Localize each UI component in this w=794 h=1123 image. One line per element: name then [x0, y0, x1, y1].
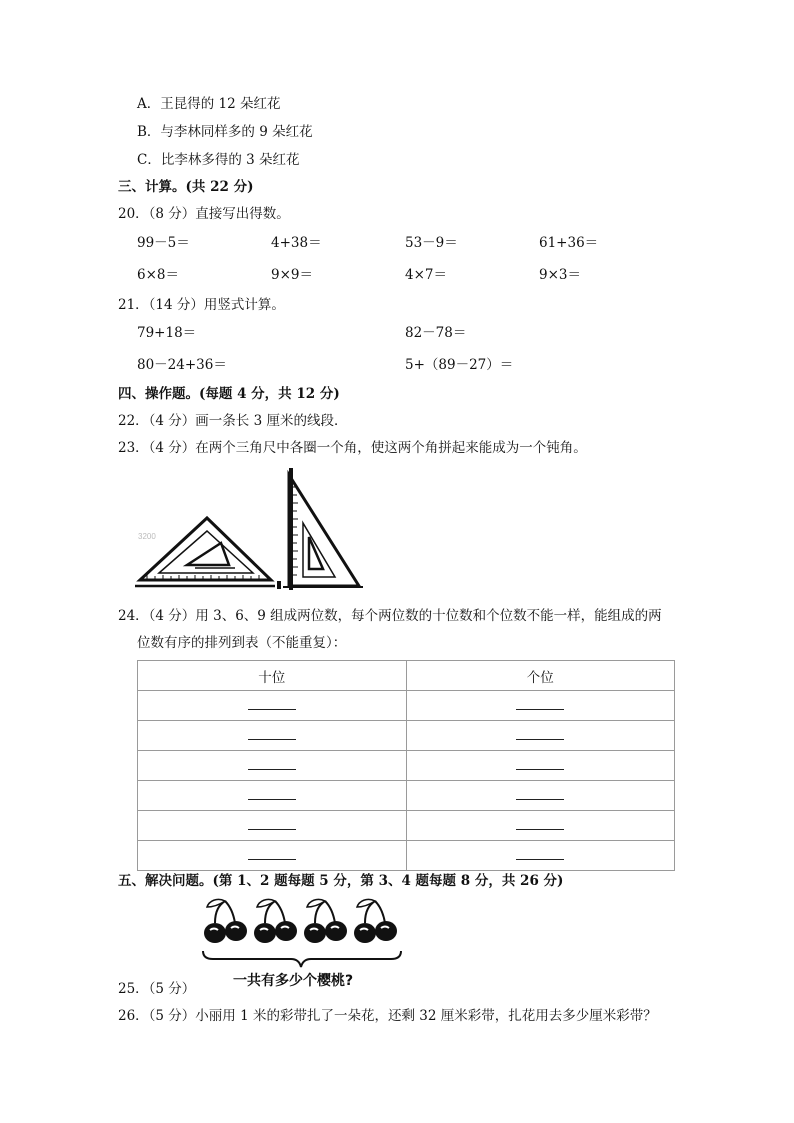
triangle-rulers-illustration — [135, 465, 370, 593]
table-row — [138, 781, 675, 811]
brace — [203, 951, 401, 967]
cherries-illustration — [195, 895, 410, 971]
q20-item: 4×7＝ — [405, 267, 447, 283]
tens-cell[interactable] — [138, 841, 407, 871]
section-5-title: 五、解决问题。(第 1、2 题每题 5 分，第 3、4 题每题 8 分，共 26 分) — [118, 873, 564, 889]
option-b: B．与李林同样多的 9 朵红花 — [137, 124, 313, 140]
cherry-pair-2 — [254, 899, 297, 943]
cherry-pair-3 — [304, 899, 347, 943]
tens-cell[interactable] — [138, 721, 407, 751]
section-4-title: 四、操作题。(每题 4 分，共 12 分) — [118, 386, 340, 402]
table-row — [138, 811, 675, 841]
option-c: C．比李林多得的 3 朵红花 — [137, 152, 300, 168]
answer-blank[interactable] — [248, 727, 296, 740]
option-a: A．王昆得的 12 朵红花 — [137, 96, 281, 112]
ones-cell[interactable] — [406, 781, 675, 811]
table-row — [138, 691, 675, 721]
q21-item: 5+（89－27）＝ — [405, 357, 514, 373]
answer-blank[interactable] — [248, 787, 296, 800]
q20-item: 6×8＝ — [137, 267, 179, 283]
answer-blank[interactable] — [248, 697, 296, 710]
right-set-square — [289, 468, 359, 590]
tens-cell[interactable] — [138, 811, 407, 841]
left-set-square — [140, 518, 271, 580]
answer-blank[interactable] — [516, 787, 564, 800]
table-row — [138, 721, 675, 751]
q21-item: 79+18＝ — [137, 325, 197, 341]
q20-item: 9×3＝ — [539, 267, 581, 283]
ones-cell[interactable] — [406, 751, 675, 781]
answer-blank[interactable] — [516, 727, 564, 740]
ones-cell[interactable] — [406, 721, 675, 751]
cherry-caption: 一共有多少个樱桃? — [233, 973, 354, 989]
q20-item: 4+38＝ — [271, 235, 322, 251]
tens-cell[interactable] — [138, 691, 407, 721]
answer-blank[interactable] — [248, 817, 296, 830]
table-header-row — [138, 661, 675, 691]
tens-cell[interactable] — [138, 781, 407, 811]
answer-blank[interactable] — [516, 697, 564, 710]
svg-text:3200: 3200 — [138, 532, 156, 541]
question-22: 22．（4 分）画一条长 3 厘米的线段． — [118, 413, 348, 429]
question-23: 23．（4 分）在两个三角尺中各圈一个角，使这两个角拼起来能成为一个钝角。 — [118, 440, 587, 456]
digit-table — [137, 660, 675, 871]
q20-item: 61+36＝ — [539, 235, 599, 251]
question-21-title: 21．（14 分）用竖式计算。 — [118, 297, 285, 313]
question-25: 25．（5 分） — [118, 981, 196, 997]
tens-cell[interactable] — [138, 751, 407, 781]
question-24-line1: 24．（4 分）用 3、6、9 组成两位数，每个两位数的十位数和个位数不能一样，能组成的两 — [118, 608, 662, 624]
answer-blank[interactable] — [248, 847, 296, 860]
q21-item: 82－78＝ — [405, 325, 467, 341]
question-20-title: 20．（8 分）直接写出得数。 — [118, 206, 290, 222]
q20-item: 53－9＝ — [405, 235, 458, 251]
question-24-line2: 位数有序的排列到表（不能重复）： — [137, 635, 347, 651]
ones-cell[interactable] — [406, 841, 675, 871]
header-tens: 十位 — [138, 661, 407, 691]
answer-blank[interactable] — [516, 817, 564, 830]
section-3-title: 三、计算。(共 22 分) — [118, 179, 254, 195]
q20-item: 99－5＝ — [137, 235, 190, 251]
q20-item: 9×9＝ — [271, 267, 313, 283]
table-row — [138, 751, 675, 781]
cherry-pair-4 — [354, 899, 397, 943]
ones-cell[interactable] — [406, 811, 675, 841]
header-ones: 个位 — [406, 661, 675, 691]
answer-blank[interactable] — [516, 757, 564, 770]
ones-cell[interactable] — [406, 691, 675, 721]
q21-item: 80－24+36＝ — [137, 357, 227, 373]
table-row — [138, 841, 675, 871]
answer-blank[interactable] — [248, 757, 296, 770]
answer-blank[interactable] — [516, 847, 564, 860]
question-26: 26．（5 分）小丽用 1 米的彩带扎了一朵花，还剩 32 厘米彩带，扎花用去多少厘米彩带？ — [118, 1008, 657, 1024]
cherry-pair-1 — [204, 899, 247, 943]
